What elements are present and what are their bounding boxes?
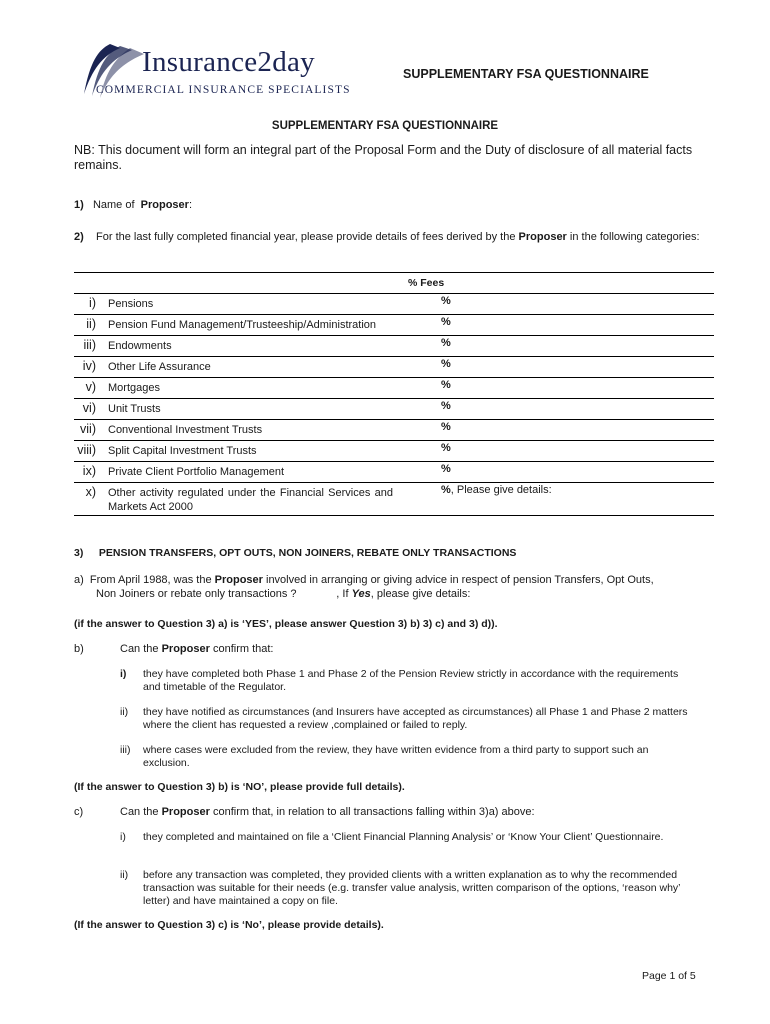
question-3b-item-text: where cases were excluded from the review, they have written evidence from a third party to support such an exclusion. xyxy=(143,744,649,769)
question-3b-item-number: iii) xyxy=(120,744,131,756)
question-3b-intro xyxy=(120,643,273,655)
question-3a xyxy=(74,574,714,601)
fees-row-number: ii) xyxy=(86,317,96,331)
question-2-text-b: in the following categories: xyxy=(569,231,700,243)
fees-row xyxy=(74,378,714,399)
question-1-number: 1) xyxy=(74,199,84,211)
fees-column-header: % Fees xyxy=(408,277,445,289)
question-3b-intro-a: Can the xyxy=(120,643,159,655)
fees-row-percent-sign: % xyxy=(441,484,451,496)
question-3c-proposer: Proposer xyxy=(161,806,210,818)
question-1-colon: : xyxy=(188,199,193,211)
fees-row-number: viii) xyxy=(77,443,96,457)
fees-row-percent: % xyxy=(441,337,451,349)
question-3a-text-e: , please give details: xyxy=(370,587,471,600)
question-3b-proposer: Proposer xyxy=(161,643,210,655)
question-3a-letter: a) xyxy=(74,574,84,586)
question-3c-item-number: i) xyxy=(120,831,126,843)
question-3a-line-1 xyxy=(74,574,714,588)
company-logo xyxy=(80,40,380,102)
question-3c-item-text: they completed and maintained on file a ‘Client Financial Planning Analysis’ or ‘Know Your Client’ Questionnaire. xyxy=(143,831,664,843)
header-title: SUPPLEMENTARY FSA QUESTIONNAIRE xyxy=(403,67,649,81)
question-2-proposer: Proposer xyxy=(518,231,567,243)
question-1-proposer: Proposer xyxy=(140,199,189,211)
fees-row xyxy=(74,399,714,420)
note-question-3a: (if the answer to Question 3) a) is ‘YES’, please answer Question 3) b) 3) c) and 3) d)). xyxy=(74,618,498,630)
fees-row-details-prompt: , Please give details: xyxy=(450,484,552,496)
fees-row-percent: % xyxy=(441,442,451,454)
fees-row-number: x) xyxy=(85,485,96,499)
fees-row-percent: % xyxy=(441,421,451,433)
question-3b-letter: b) xyxy=(74,643,84,655)
question-3-heading xyxy=(74,547,516,559)
fees-row-number: i) xyxy=(89,296,96,310)
fees-table-header xyxy=(74,273,714,294)
question-3c-letter: c) xyxy=(74,806,84,818)
fees-row-label: Other Life Assurance xyxy=(108,361,211,373)
question-1 xyxy=(74,199,192,211)
fees-row xyxy=(74,357,714,378)
fees-row-label: Private Client Portfolio Management xyxy=(108,466,285,478)
fees-row-label: Pensions xyxy=(108,298,154,310)
fees-row-number: vi) xyxy=(82,401,96,415)
question-3a-proposer: Proposer xyxy=(214,574,263,586)
question-3c-intro-b: confirm that, in relation to all transactions falling within 3)a) above: xyxy=(212,806,535,818)
question-3a-text-b: involved in arranging or giving advice in respect of pension Transfers, Opt Outs, xyxy=(266,574,654,586)
fees-row-label: Unit Trusts xyxy=(108,403,161,415)
fees-row-percent: % xyxy=(441,379,451,391)
fees-row-percent: % xyxy=(441,295,451,307)
logo-name: Insurance2day xyxy=(142,46,315,78)
question-3c-intro-a: Can the xyxy=(120,806,159,818)
fees-row-label: Mortgages xyxy=(108,382,160,394)
question-2-text-a: For the last fully completed financial year, please provide details of fees derived by the xyxy=(96,231,516,243)
question-3b-item-text: they have notified as circumstances (and Insurers have accepted as circumstances) all Phase 1 and Phase 2 matters where the client has requested a review ,complained or failed to reply. xyxy=(143,706,688,731)
question-3b-item-text: they have completed both Phase 1 and Phase 2 of the Pension Review strictly in accordance with the requirements and timetable of the Regulator. xyxy=(143,668,679,693)
question-3a-text-a: From April 1988, was the xyxy=(89,574,212,586)
fees-row-number: v) xyxy=(85,380,96,394)
question-3a-line-2 xyxy=(74,588,714,602)
fees-table xyxy=(74,272,714,516)
question-3c-item-text: before any transaction was completed, they provided clients with a written explanation as to why the recommended transaction was suitable for their needs (e.g. transfer value analysis, written comparison of the options, ‘reason why’ letter) and have maintained a copy on file. xyxy=(143,869,681,907)
fees-row xyxy=(74,294,714,315)
fees-row xyxy=(74,462,714,483)
fees-row xyxy=(74,441,714,462)
fees-row xyxy=(74,336,714,357)
question-3b-intro-b: confirm that: xyxy=(212,643,274,655)
fees-row-number: vii) xyxy=(80,422,96,436)
fees-row-number: ix) xyxy=(82,464,96,478)
question-3b-item-number: i) xyxy=(120,668,127,680)
fees-row-label: Conventional Investment Trusts xyxy=(108,424,263,436)
fees-row xyxy=(74,483,714,516)
fees-row-label: Split Capital Investment Trusts xyxy=(108,445,257,457)
fees-row-percent xyxy=(441,484,552,496)
fees-row-percent: % xyxy=(441,316,451,328)
question-3c-item-number: ii) xyxy=(120,869,129,881)
fees-row-label: Endowments xyxy=(108,340,172,352)
page-number: Page 1 of 5 xyxy=(642,970,696,982)
nb-disclaimer: NB: This document will form an integral part of the Proposal Form and the Duty of disclosure of all material facts remains. xyxy=(74,143,693,172)
question-3a-yes: Yes xyxy=(351,587,371,600)
fees-row-label: Pension Fund Management/Trusteeship/Administration xyxy=(108,319,377,331)
question-3b-item-number: ii) xyxy=(120,706,129,718)
logo-tagline: COMMERCIAL INSURANCE SPECIALISTS xyxy=(96,84,351,96)
question-3a-text-d: , If xyxy=(336,587,349,600)
fees-row-percent: % xyxy=(441,463,451,475)
fees-row-number: iii) xyxy=(83,338,96,352)
question-2 xyxy=(74,231,702,245)
fees-row xyxy=(74,315,714,336)
question-3c-intro xyxy=(120,806,535,818)
question-3a-text-c: Non Joiners or rebate only transactions ? xyxy=(96,587,297,600)
fees-row-label: Other activity regulated under the Financial Services and Markets Act 2000 xyxy=(108,487,393,513)
question-2-number: 2) xyxy=(74,231,84,243)
question-1-text: Name of xyxy=(92,199,135,211)
fees-row-percent: % xyxy=(441,400,451,412)
fees-row-percent: % xyxy=(441,358,451,370)
question-3-title: PENSION TRANSFERS, OPT OUTS, NON JOINERS, REBATE ONLY TRANSACTIONS xyxy=(98,547,517,559)
fees-row xyxy=(74,420,714,441)
note-question-3c: (If the answer to Question 3) c) is ‘No’, please provide details). xyxy=(74,919,384,931)
fees-row-number: iv) xyxy=(82,359,96,373)
note-question-3b: (If the answer to Question 3) b) is ‘NO’, please provide full details). xyxy=(74,781,405,793)
document-title: SUPPLEMENTARY FSA QUESTIONNAIRE xyxy=(271,120,499,132)
question-3-number: 3) xyxy=(74,547,84,559)
